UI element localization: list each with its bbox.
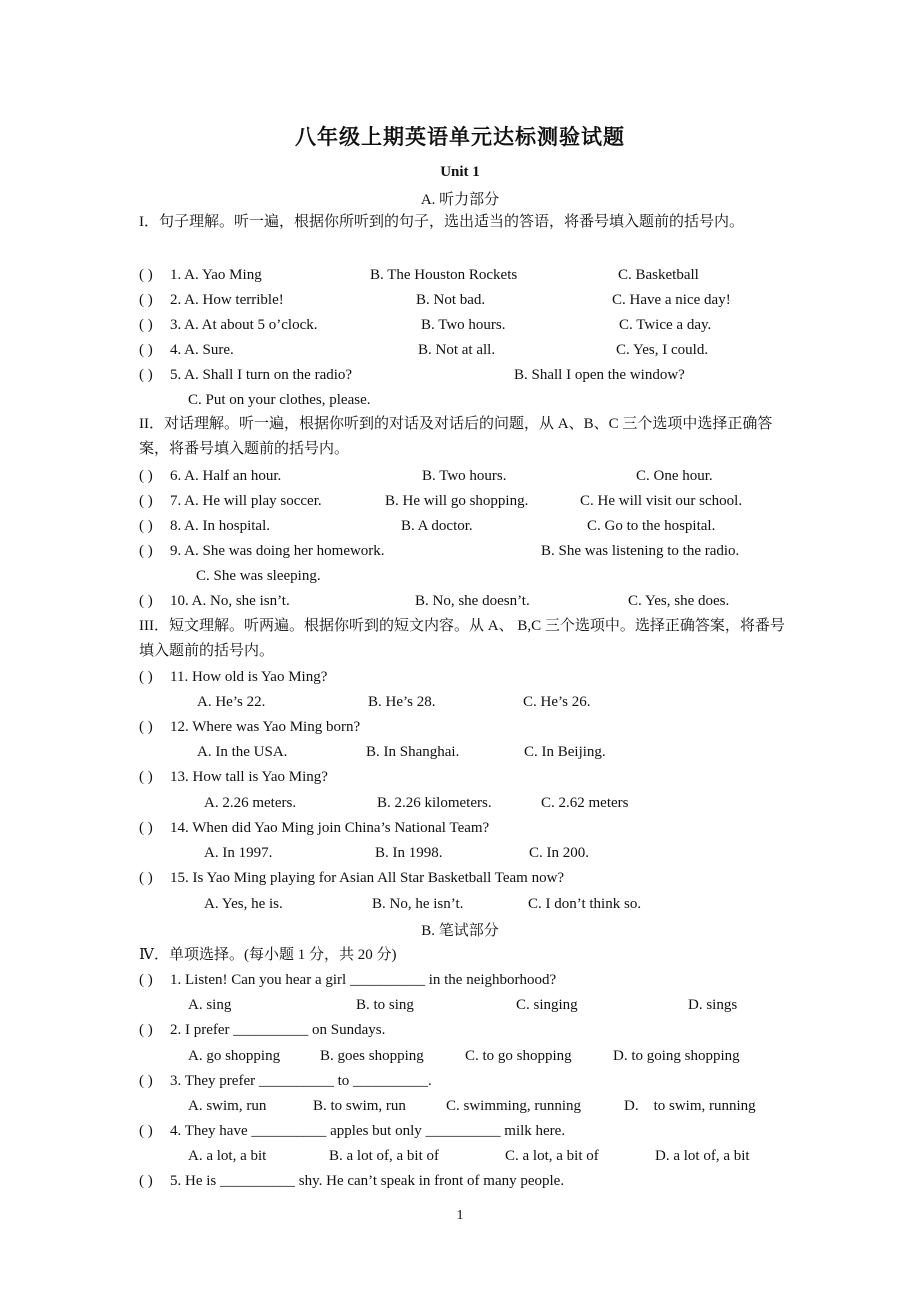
section-1-instruction: I．句子理解。听一遍，根据你所听到的句子，选出适当的答语，将番号填入题前的括号内。	[139, 214, 744, 230]
answer-bracket: ( )	[139, 972, 153, 988]
option-c: C. Twice a day.	[619, 317, 712, 333]
option-a: A. In the USA.	[197, 744, 288, 760]
option-c: C. Have a nice day!	[612, 292, 731, 308]
option-c: C. singing	[516, 997, 578, 1013]
page-number: 1	[456, 1208, 464, 1223]
section-3-instruction: III．短文理解。听两遍。根据你听到的短文内容。从 A、 B,C 三个选项中。选择正确答案，将番号填入题前的括号内。	[139, 618, 785, 659]
option-b: B. Two hours.	[421, 317, 506, 333]
answer-bracket: ( )	[139, 317, 153, 333]
part-a-heading: A. 听力部分	[420, 192, 500, 208]
option-c: C. Go to the hospital.	[587, 518, 716, 534]
page-title: 八年级上期英语单元达标测验试题	[295, 125, 625, 149]
answer-bracket: ( )	[139, 292, 153, 308]
unit-heading: Unit 1	[440, 164, 480, 180]
option-b: B. In Shanghai.	[366, 744, 460, 760]
option-b: B. She was listening to the radio.	[541, 543, 740, 559]
option-b: B. The Houston Rockets	[370, 267, 518, 283]
option-b: B. to sing	[356, 997, 414, 1013]
answer-bracket: ( )	[139, 493, 153, 509]
answer-bracket: ( )	[139, 769, 153, 785]
question-stem: 4. A. Sure.	[170, 342, 234, 358]
option-d: D. a lot of, a bit	[655, 1148, 750, 1164]
option-d: D. to going shopping	[613, 1048, 740, 1064]
answer-bracket: ( )	[139, 719, 153, 735]
question-stem: 13. How tall is Yao Ming?	[170, 769, 328, 785]
question-stem: 2. I prefer __________ on Sundays.	[170, 1022, 386, 1038]
question-stem: 3. A. At about 5 o’clock.	[170, 317, 318, 333]
option-d: D. sings	[688, 997, 738, 1013]
option-a: A. 2.26 meters.	[204, 795, 297, 811]
question-stem: 6. A. Half an hour.	[170, 468, 282, 484]
option-b: B. Not at all.	[418, 342, 496, 358]
option-c: C. 2.62 meters	[541, 795, 629, 811]
option-a: A. swim, run	[188, 1098, 267, 1114]
part-b-heading: B. 笔试部分	[421, 923, 499, 939]
question-stem: 4. They have __________ apples but only __________ milk here.	[170, 1123, 566, 1139]
answer-bracket: ( )	[139, 468, 153, 484]
option-c: C. I don’t think so.	[528, 896, 642, 912]
option-b: B. to swim, run	[313, 1098, 406, 1114]
question-stem: 9. A. She was doing her homework.	[170, 543, 385, 559]
option-c: C. In 200.	[529, 845, 589, 861]
question-stem: 14. When did Yao Ming join China’s National Team?	[170, 820, 490, 836]
question-stem: 15. Is Yao Ming playing for Asian All Star Basketball Team now?	[170, 870, 565, 886]
option-b: B. Shall I open the window?	[514, 367, 685, 383]
option-b: B. In 1998.	[375, 845, 443, 861]
option-a: A. Yes, he is.	[204, 896, 283, 912]
answer-bracket: ( )	[139, 669, 153, 685]
section-4-instruction: Ⅳ．单项选择。(每小题 1 分，共 20 分)	[139, 947, 397, 963]
option-b: B. 2.26 kilometers.	[377, 795, 492, 811]
answer-bracket: ( )	[139, 342, 153, 358]
option-c: C. In Beijing.	[524, 744, 606, 760]
answer-bracket: ( )	[139, 1022, 153, 1038]
option-b: B. He’s 28.	[368, 694, 436, 710]
question-stem: 8. A. In hospital.	[170, 518, 270, 534]
option-b: B. He will go shopping.	[385, 493, 529, 509]
option-a: A. He’s 22.	[197, 694, 266, 710]
answer-bracket: ( )	[139, 367, 153, 383]
question-stem: 11. How old is Yao Ming?	[170, 669, 328, 685]
option-d: D. to swim, running	[624, 1098, 756, 1114]
option-a: A. sing	[188, 997, 232, 1013]
answer-bracket: ( )	[139, 870, 153, 886]
option-c: C. He will visit our school.	[580, 493, 743, 509]
option-c: C. Yes, she does.	[628, 593, 730, 609]
option-c: C. to go shopping	[465, 1048, 572, 1064]
answer-bracket: ( )	[139, 593, 153, 609]
question-stem: 12. Where was Yao Ming born?	[170, 719, 361, 735]
question-stem: 10. A. No, she isn’t.	[170, 593, 290, 609]
answer-bracket: ( )	[139, 267, 153, 283]
option-a: A. go shopping	[188, 1048, 281, 1064]
section-2-instruction: II．对话理解。听一遍，根据你听到的对话及对话后的问题，从 A、B、C 三个选项中选择正确答案，将番号填入题前的括号内。	[139, 416, 773, 457]
option-c: C. He’s 26.	[523, 694, 591, 710]
question-stem: 1. A. Yao Ming	[170, 267, 262, 283]
question-stem: 5. A. Shall I turn on the radio?	[170, 367, 353, 383]
question-stem: 5. He is __________ shy. He can’t speak in front of many people.	[170, 1173, 565, 1189]
option-c: C. One hour.	[636, 468, 713, 484]
option-c: C. Yes, I could.	[616, 342, 709, 358]
option-a: A. a lot, a bit	[188, 1148, 267, 1164]
answer-bracket: ( )	[139, 820, 153, 836]
option-b: B. a lot of, a bit of	[329, 1148, 439, 1164]
answer-bracket: ( )	[139, 518, 153, 534]
answer-bracket: ( )	[139, 1123, 153, 1139]
question-stem: 7. A. He will play soccer.	[170, 493, 322, 509]
option-b: B. A doctor.	[401, 518, 473, 534]
option-b: B. goes shopping	[320, 1048, 424, 1064]
option-c: C. She was sleeping.	[196, 568, 321, 584]
option-b: B. No, she doesn’t.	[415, 593, 530, 609]
answer-bracket: ( )	[139, 1073, 153, 1089]
question-stem: 2. A. How terrible!	[170, 292, 284, 308]
question-stem: 1. Listen! Can you hear a girl __________ in the neighborhood?	[170, 972, 557, 988]
option-b: B. Not bad.	[416, 292, 486, 308]
option-c: C. Basketball	[618, 267, 699, 283]
option-b: B. Two hours.	[422, 468, 507, 484]
answer-bracket: ( )	[139, 1173, 153, 1189]
answer-bracket: ( )	[139, 543, 153, 559]
option-b: B. No, he isn’t.	[372, 896, 464, 912]
option-a: A. In 1997.	[204, 845, 273, 861]
option-c: C. Put on your clothes, please.	[188, 392, 371, 408]
option-c: C. a lot, a bit of	[505, 1148, 599, 1164]
question-stem: 3. They prefer __________ to __________.	[170, 1073, 432, 1089]
option-c: C. swimming, running	[446, 1098, 582, 1114]
